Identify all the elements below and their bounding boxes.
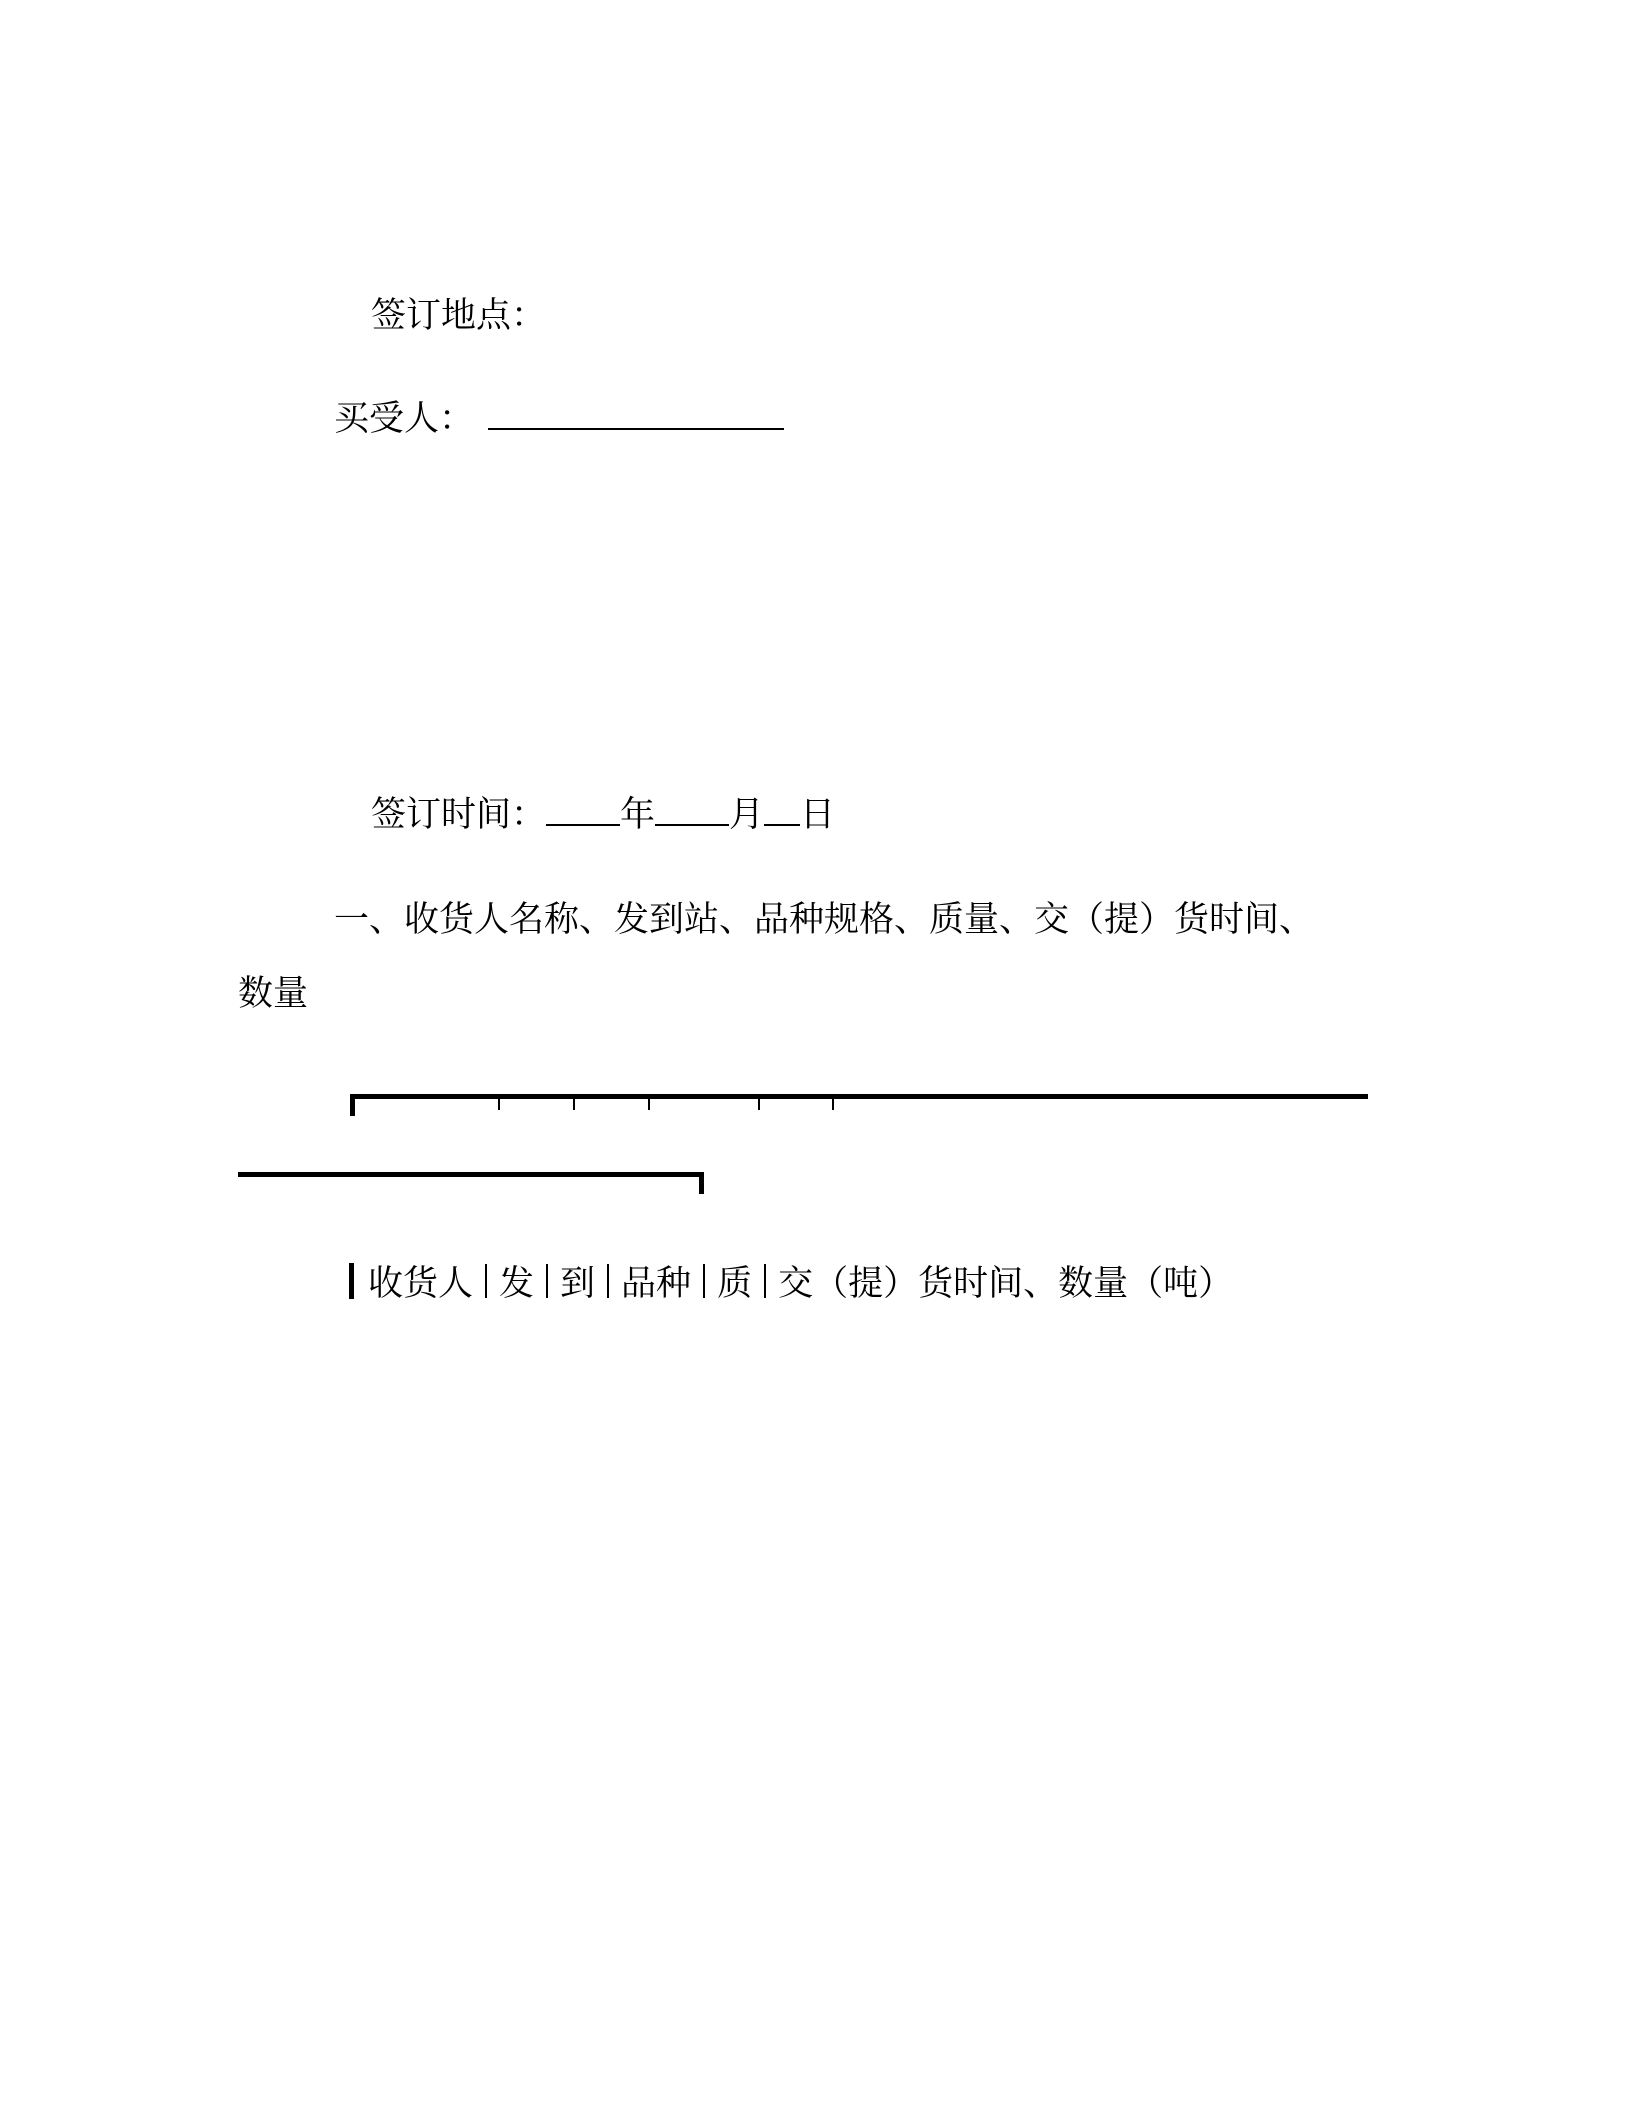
header-cell-from: 发 (499, 1264, 535, 1304)
buyer-blank (488, 398, 784, 430)
header-cell-to: 到 (560, 1264, 596, 1304)
row-left-border (349, 1263, 354, 1299)
day-label: 日 (800, 795, 836, 835)
section1-heading-line2: 数量 (238, 974, 309, 1014)
table-header-row (349, 1258, 1233, 1304)
table-continuation-corner (699, 1172, 704, 1194)
table-continuation-border (238, 1172, 702, 1177)
cell-separator (703, 1264, 705, 1298)
day-blank (764, 794, 800, 826)
buyer-label: 买受人： (334, 399, 475, 439)
cell-separator (764, 1264, 766, 1298)
header-cell-delivery-time-quantity: 交（提）货时间、数量（吨） (778, 1264, 1234, 1304)
buyer-line (334, 397, 784, 441)
year-label: 年 (620, 795, 656, 835)
column-tick (758, 1094, 760, 1110)
header-cell-variety: 品种 (621, 1264, 692, 1304)
signing-place-label: 签订地点： (371, 296, 547, 336)
column-tick (648, 1094, 650, 1110)
signing-place (371, 294, 546, 338)
signing-time (371, 793, 835, 837)
column-tick (573, 1094, 575, 1110)
year-blank (546, 794, 620, 826)
signing-time-label: 签订时间： (371, 795, 547, 835)
month-label: 月 (729, 795, 765, 835)
cell-separator (607, 1264, 609, 1298)
table-left-corner (350, 1094, 355, 1116)
column-tick (832, 1094, 834, 1110)
cell-separator (546, 1264, 548, 1298)
header-cell-consignee: 收货人 (368, 1264, 474, 1304)
section1-heading-line1: 一、收货人名称、发到站、品种规格、质量、交（提）货时间、 (334, 900, 1315, 940)
header-cell-quality: 质 (717, 1264, 753, 1304)
column-tick (498, 1094, 500, 1110)
cell-separator (485, 1264, 487, 1298)
table-top-border (350, 1094, 1368, 1099)
month-blank (655, 794, 729, 826)
